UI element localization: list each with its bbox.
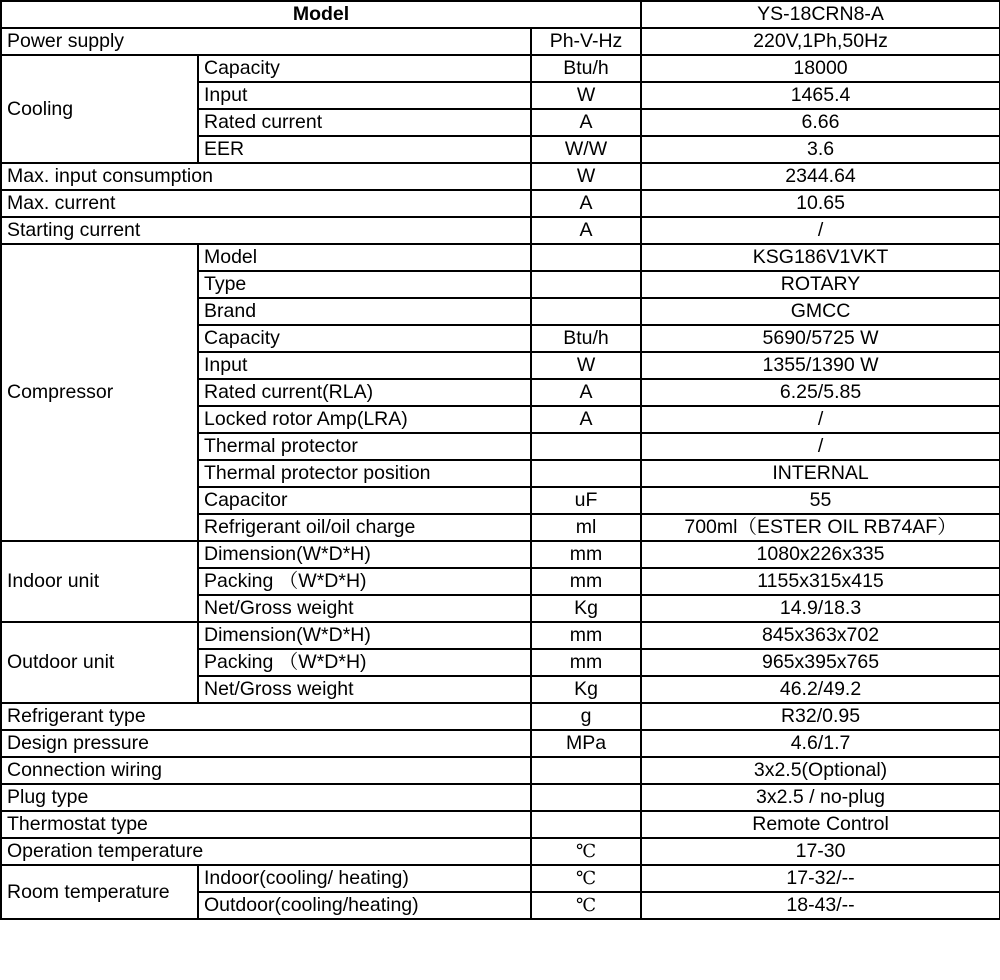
unit-cell: A: [531, 406, 641, 433]
unit-cell: g: [531, 703, 641, 730]
unit-cell: [531, 244, 641, 271]
parameter-label: Thermal protector position: [198, 460, 531, 487]
table-row: [1, 244, 1000, 271]
unit-cell: Btu/h: [531, 325, 641, 352]
value-cell: /: [641, 406, 1000, 433]
unit-cell: ml: [531, 514, 641, 541]
table-header-row: [1, 1, 1000, 28]
table-row: [1, 865, 1000, 892]
unit-cell: A: [531, 190, 641, 217]
model-header-label: Model: [1, 1, 641, 28]
unit-cell: Kg: [531, 595, 641, 622]
value-cell: 3.6: [641, 136, 1000, 163]
value-cell: 17-32/--: [641, 865, 1000, 892]
value-cell: 1155x315x415: [641, 568, 1000, 595]
value-cell: R32/0.95: [641, 703, 1000, 730]
parameter-label: Refrigerant type: [1, 703, 531, 730]
parameter-label: Indoor(cooling/ heating): [198, 865, 531, 892]
table-row: [1, 784, 1000, 811]
table-row: [1, 757, 1000, 784]
table-row: [1, 190, 1000, 217]
parameter-label: Operation temperature: [1, 838, 531, 865]
table-row: [1, 703, 1000, 730]
unit-cell: ℃: [531, 865, 641, 892]
parameter-label: Dimension(W*D*H): [198, 622, 531, 649]
value-cell: 965x395x765: [641, 649, 1000, 676]
value-cell: 6.66: [641, 109, 1000, 136]
parameter-label: Input: [198, 352, 531, 379]
value-cell: 4.6/1.7: [641, 730, 1000, 757]
parameter-label: Design pressure: [1, 730, 531, 757]
value-cell: 220V,1Ph,50Hz: [641, 28, 1000, 55]
unit-cell: mm: [531, 649, 641, 676]
parameter-label: Plug type: [1, 784, 531, 811]
parameter-label: Type: [198, 271, 531, 298]
parameter-label: Max. current: [1, 190, 531, 217]
unit-cell: mm: [531, 541, 641, 568]
unit-cell: [531, 784, 641, 811]
parameter-label: Power supply: [1, 28, 531, 55]
value-cell: 5690/5725 W: [641, 325, 1000, 352]
model-header-value: YS-18CRN8-A: [641, 1, 1000, 28]
unit-cell: W: [531, 163, 641, 190]
unit-cell: [531, 811, 641, 838]
value-cell: ROTARY: [641, 271, 1000, 298]
value-cell: 14.9/18.3: [641, 595, 1000, 622]
parameter-label: Rated current: [198, 109, 531, 136]
unit-cell: A: [531, 217, 641, 244]
value-cell: 6.25/5.85: [641, 379, 1000, 406]
table-row: [1, 622, 1000, 649]
parameter-label: Starting current: [1, 217, 531, 244]
parameter-label: Model: [198, 244, 531, 271]
unit-cell: ℃: [531, 838, 641, 865]
unit-cell: A: [531, 109, 641, 136]
value-cell: 700ml（ESTER OIL RB74AF）: [641, 514, 1000, 541]
value-cell: 3x2.5 / no-plug: [641, 784, 1000, 811]
value-cell: 17-30: [641, 838, 1000, 865]
value-cell: 845x363x702: [641, 622, 1000, 649]
group-label: Compressor: [1, 244, 198, 541]
table-row: [1, 811, 1000, 838]
parameter-label: Locked rotor Amp(LRA): [198, 406, 531, 433]
table-row: [1, 163, 1000, 190]
unit-cell: Btu/h: [531, 55, 641, 82]
group-label: Indoor unit: [1, 541, 198, 622]
unit-cell: [531, 757, 641, 784]
parameter-label: Net/Gross weight: [198, 595, 531, 622]
value-cell: 1465.4: [641, 82, 1000, 109]
unit-cell: Kg: [531, 676, 641, 703]
parameter-label: Packing （W*D*H): [198, 568, 531, 595]
value-cell: GMCC: [641, 298, 1000, 325]
parameter-label: Capacitor: [198, 487, 531, 514]
value-cell: 10.65: [641, 190, 1000, 217]
value-cell: 18000: [641, 55, 1000, 82]
unit-cell: [531, 298, 641, 325]
parameter-label: Connection wiring: [1, 757, 531, 784]
table-row: [1, 838, 1000, 865]
unit-cell: ℃: [531, 892, 641, 919]
unit-cell: [531, 433, 641, 460]
value-cell: Remote Control: [641, 811, 1000, 838]
unit-cell: W: [531, 82, 641, 109]
parameter-label: EER: [198, 136, 531, 163]
parameter-label: Capacity: [198, 325, 531, 352]
value-cell: 3x2.5(Optional): [641, 757, 1000, 784]
unit-cell: [531, 460, 641, 487]
value-cell: 55: [641, 487, 1000, 514]
value-cell: 18-43/--: [641, 892, 1000, 919]
table-row: [1, 730, 1000, 757]
value-cell: 46.2/49.2: [641, 676, 1000, 703]
parameter-label: Dimension(W*D*H): [198, 541, 531, 568]
table-row: [1, 541, 1000, 568]
parameter-label: Refrigerant oil/oil charge: [198, 514, 531, 541]
parameter-label: Brand: [198, 298, 531, 325]
group-label: Cooling: [1, 55, 198, 163]
parameter-label: Outdoor(cooling/heating): [198, 892, 531, 919]
parameter-label: Rated current(RLA): [198, 379, 531, 406]
group-label: Outdoor unit: [1, 622, 198, 703]
value-cell: INTERNAL: [641, 460, 1000, 487]
parameter-label: Thermal protector: [198, 433, 531, 460]
parameter-label: Max. input consumption: [1, 163, 531, 190]
unit-cell: uF: [531, 487, 641, 514]
table-row: [1, 28, 1000, 55]
unit-cell: mm: [531, 568, 641, 595]
value-cell: 1080x226x335: [641, 541, 1000, 568]
parameter-label: Packing （W*D*H): [198, 649, 531, 676]
table-row: [1, 55, 1000, 82]
parameter-label: Net/Gross weight: [198, 676, 531, 703]
unit-cell: mm: [531, 622, 641, 649]
unit-cell: W/W: [531, 136, 641, 163]
parameter-label: Thermostat type: [1, 811, 531, 838]
group-label: Room temperature: [1, 865, 198, 919]
unit-cell: MPa: [531, 730, 641, 757]
table-row: [1, 217, 1000, 244]
unit-cell: A: [531, 379, 641, 406]
unit-cell: Ph-V-Hz: [531, 28, 641, 55]
value-cell: /: [641, 217, 1000, 244]
value-cell: 1355/1390 W: [641, 352, 1000, 379]
value-cell: 2344.64: [641, 163, 1000, 190]
parameter-label: Capacity: [198, 55, 531, 82]
spec-table-body: [1, 1, 1000, 919]
value-cell: /: [641, 433, 1000, 460]
parameter-label: Input: [198, 82, 531, 109]
unit-cell: [531, 271, 641, 298]
unit-cell: W: [531, 352, 641, 379]
value-cell: KSG186V1VKT: [641, 244, 1000, 271]
